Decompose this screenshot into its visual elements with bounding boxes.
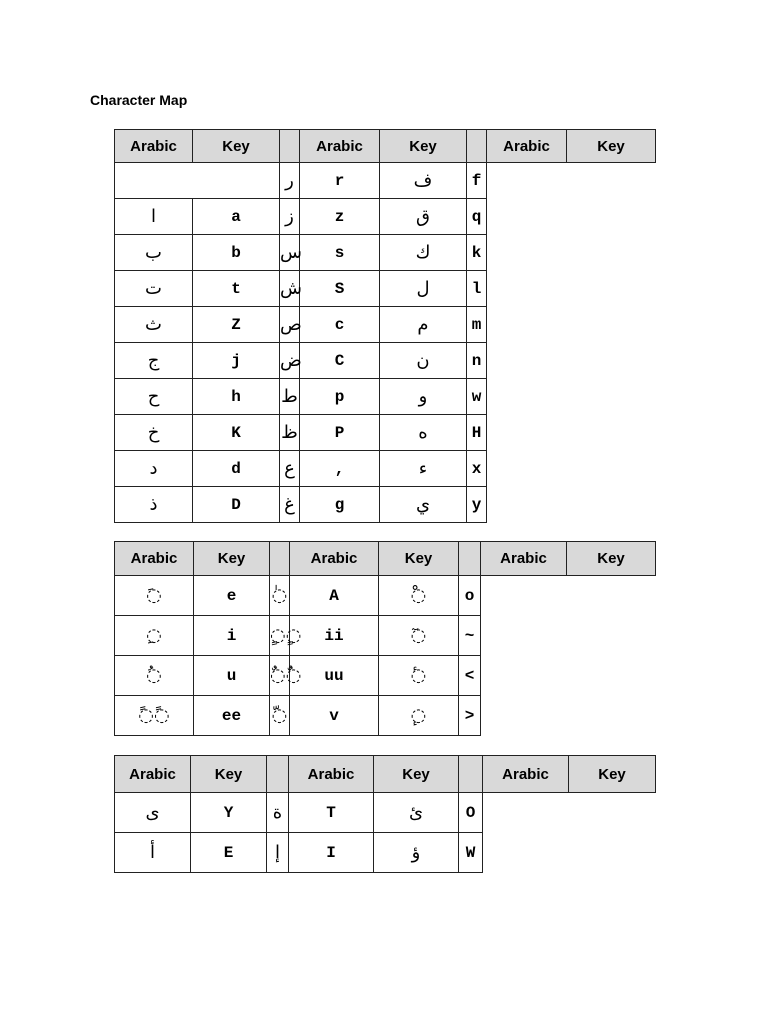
header-key: Key bbox=[379, 542, 459, 576]
key-cell: ~ bbox=[459, 616, 481, 656]
key-cell: v bbox=[290, 696, 379, 736]
arabic-char-cell: ◌ٍ◌ٍ bbox=[270, 616, 290, 656]
header-key: Key bbox=[191, 756, 267, 793]
column-separator bbox=[467, 130, 487, 163]
key-cell: e bbox=[194, 576, 270, 616]
arabic-char-cell: ب bbox=[115, 235, 193, 271]
key-cell: Y bbox=[191, 793, 267, 833]
arabic-char-cell: س bbox=[280, 235, 300, 271]
table-row bbox=[115, 163, 656, 199]
header-arabic: Arabic bbox=[115, 130, 193, 163]
key-cell: c bbox=[300, 307, 380, 343]
arabic-char-cell: ر bbox=[280, 163, 300, 199]
header-arabic: Arabic bbox=[487, 130, 567, 163]
key-cell: , bbox=[300, 451, 380, 487]
table-row bbox=[115, 576, 656, 616]
key-cell: y bbox=[467, 487, 487, 523]
header-arabic: Arabic bbox=[115, 756, 191, 793]
arabic-char-cell: ض bbox=[280, 343, 300, 379]
table-row bbox=[115, 379, 656, 415]
arabic-char-cell: ◌ْ bbox=[379, 576, 459, 616]
arabic-char-cell: ظ bbox=[280, 415, 300, 451]
arabic-char-cell: ل bbox=[380, 271, 467, 307]
arabic-char-cell: ء bbox=[380, 451, 467, 487]
arabic-char-cell: ز bbox=[280, 199, 300, 235]
arabic-char-cell: ف bbox=[380, 163, 467, 199]
header-arabic: Arabic bbox=[483, 756, 569, 793]
header-key: Key bbox=[567, 130, 656, 163]
arabic-char-cell: ◌ٰ bbox=[270, 576, 290, 616]
key-cell: n bbox=[467, 343, 487, 379]
key-cell: t bbox=[193, 271, 280, 307]
key-cell: g bbox=[300, 487, 380, 523]
table-row bbox=[115, 487, 656, 523]
key-cell: D bbox=[193, 487, 280, 523]
table-row bbox=[115, 451, 656, 487]
arabic-char-cell: ذ bbox=[115, 487, 193, 523]
key-cell: m bbox=[467, 307, 487, 343]
arabic-char-cell: ي bbox=[380, 487, 467, 523]
key-cell: H bbox=[467, 415, 487, 451]
header-key: Key bbox=[380, 130, 467, 163]
arabic-char-cell: ◌ٓ bbox=[379, 616, 459, 656]
arabic-char-cell: ت bbox=[115, 271, 193, 307]
arabic-char-cell: ◌ٕ bbox=[379, 696, 459, 736]
table-row bbox=[115, 307, 656, 343]
page-title: Character Map bbox=[90, 92, 188, 108]
key-cell: h bbox=[193, 379, 280, 415]
key-cell: i bbox=[194, 616, 270, 656]
character-map-table-vowels bbox=[114, 541, 656, 736]
column-separator bbox=[270, 542, 290, 576]
arabic-char-cell: د bbox=[115, 451, 193, 487]
arabic-char-cell: ى bbox=[115, 793, 191, 833]
key-cell: A bbox=[290, 576, 379, 616]
table-row bbox=[115, 235, 656, 271]
header-key: Key bbox=[194, 542, 270, 576]
arabic-char-cell: غ bbox=[280, 487, 300, 523]
column-separator bbox=[459, 542, 481, 576]
table-row bbox=[115, 833, 656, 873]
header-arabic: Arabic bbox=[290, 542, 379, 576]
table-row bbox=[115, 199, 656, 235]
key-cell: W bbox=[459, 833, 483, 873]
empty-cell bbox=[115, 163, 280, 199]
key-cell: K bbox=[193, 415, 280, 451]
header-key: Key bbox=[567, 542, 656, 576]
key-cell: E bbox=[191, 833, 267, 873]
key-cell: q bbox=[467, 199, 487, 235]
character-map-table-consonants bbox=[114, 129, 656, 523]
arabic-char-cell: ة bbox=[267, 793, 289, 833]
header-key: Key bbox=[374, 756, 459, 793]
arabic-char-cell: ق bbox=[380, 199, 467, 235]
character-map-table-hamza bbox=[114, 755, 656, 873]
arabic-char-cell: ك bbox=[380, 235, 467, 271]
key-cell: C bbox=[300, 343, 380, 379]
arabic-char-cell: إ bbox=[267, 833, 289, 873]
arabic-char-cell: ◌َ bbox=[115, 576, 194, 616]
arabic-char-cell: ش bbox=[280, 271, 300, 307]
header-arabic: Arabic bbox=[300, 130, 380, 163]
key-cell: O bbox=[459, 793, 483, 833]
key-cell: ii bbox=[290, 616, 379, 656]
table-row bbox=[115, 343, 656, 379]
arabic-char-cell: ؤ bbox=[374, 833, 459, 873]
arabic-char-cell: ا bbox=[115, 199, 193, 235]
column-separator bbox=[280, 130, 300, 163]
arabic-char-cell: ص bbox=[280, 307, 300, 343]
key-cell: x bbox=[467, 451, 487, 487]
table-row bbox=[115, 271, 656, 307]
key-cell: P bbox=[300, 415, 380, 451]
key-cell: b bbox=[193, 235, 280, 271]
key-cell: j bbox=[193, 343, 280, 379]
key-cell: p bbox=[300, 379, 380, 415]
arabic-char-cell: ◌ُ bbox=[115, 656, 194, 696]
key-cell: I bbox=[289, 833, 374, 873]
arabic-char-cell: ◌ٔ bbox=[379, 656, 459, 696]
table-row bbox=[115, 656, 656, 696]
key-cell: r bbox=[300, 163, 380, 199]
key-cell: d bbox=[193, 451, 280, 487]
table-row bbox=[115, 616, 656, 656]
key-cell: a bbox=[193, 199, 280, 235]
header-arabic: Arabic bbox=[481, 542, 567, 576]
key-cell: T bbox=[289, 793, 374, 833]
column-separator bbox=[267, 756, 289, 793]
key-cell: > bbox=[459, 696, 481, 736]
key-cell: s bbox=[300, 235, 380, 271]
arabic-char-cell: ع bbox=[280, 451, 300, 487]
table-row bbox=[115, 793, 656, 833]
key-cell: < bbox=[459, 656, 481, 696]
key-cell: f bbox=[467, 163, 487, 199]
header-arabic: Arabic bbox=[115, 542, 194, 576]
header-key: Key bbox=[193, 130, 280, 163]
key-cell: z bbox=[300, 199, 380, 235]
key-cell: Z bbox=[193, 307, 280, 343]
table-row bbox=[115, 696, 656, 736]
arabic-char-cell: م bbox=[380, 307, 467, 343]
table-row bbox=[115, 415, 656, 451]
arabic-char-cell: ◌ً◌ً bbox=[115, 696, 194, 736]
key-cell: o bbox=[459, 576, 481, 616]
key-cell: k bbox=[467, 235, 487, 271]
arabic-char-cell: ث bbox=[115, 307, 193, 343]
key-cell: w bbox=[467, 379, 487, 415]
header-key: Key bbox=[569, 756, 656, 793]
arabic-char-cell: خ bbox=[115, 415, 193, 451]
arabic-char-cell: و bbox=[380, 379, 467, 415]
arabic-char-cell: ◌ّ bbox=[270, 696, 290, 736]
arabic-char-cell: ح bbox=[115, 379, 193, 415]
key-cell: u bbox=[194, 656, 270, 696]
arabic-char-cell: ◌ٌ◌ٌ bbox=[270, 656, 290, 696]
arabic-char-cell: ن bbox=[380, 343, 467, 379]
column-separator bbox=[459, 756, 483, 793]
key-cell: uu bbox=[290, 656, 379, 696]
header-arabic: Arabic bbox=[289, 756, 374, 793]
arabic-char-cell: ه bbox=[380, 415, 467, 451]
key-cell: S bbox=[300, 271, 380, 307]
arabic-char-cell: ئ bbox=[374, 793, 459, 833]
key-cell: l bbox=[467, 271, 487, 307]
arabic-char-cell: ج bbox=[115, 343, 193, 379]
arabic-char-cell: ◌ِ bbox=[115, 616, 194, 656]
arabic-char-cell: أ bbox=[115, 833, 191, 873]
key-cell: ee bbox=[194, 696, 270, 736]
arabic-char-cell: ط bbox=[280, 379, 300, 415]
